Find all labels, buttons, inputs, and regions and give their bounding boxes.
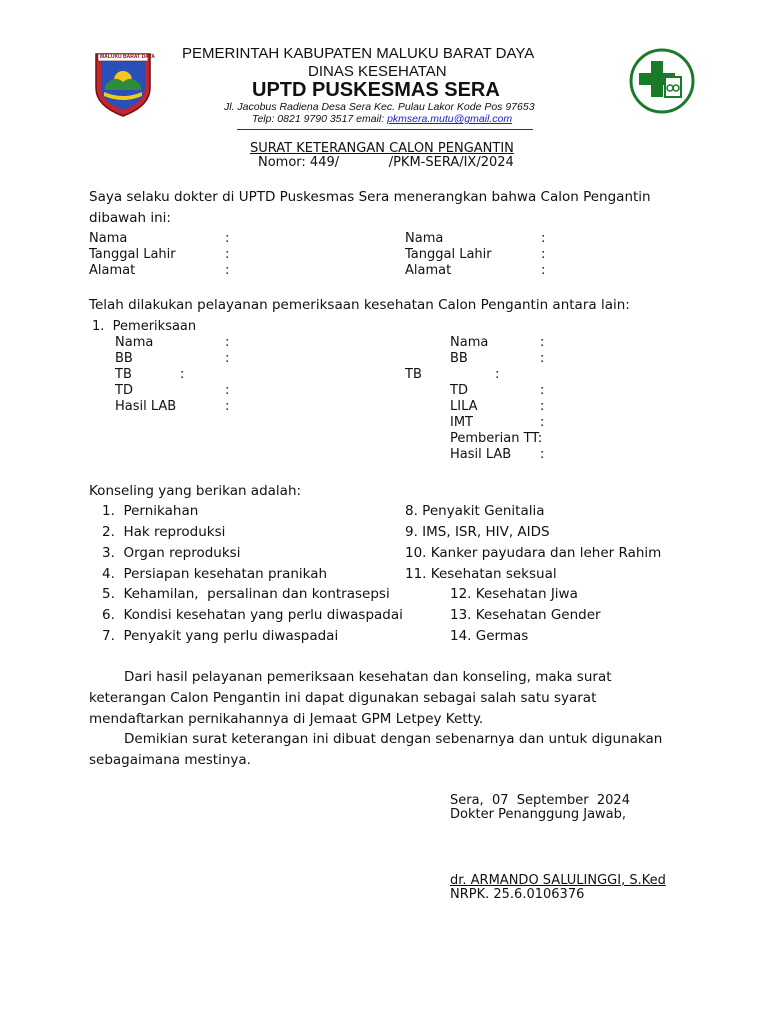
exam-left-label: TD xyxy=(115,383,133,398)
counseling-item: 6. Kondisi kesehatan yang perlu diwaspadai xyxy=(102,607,403,623)
header-divider xyxy=(237,129,533,130)
closing-paragraph-line: Demikian surat keterangan ini dibuat dengan sebenarnya dan untuk digunakan xyxy=(124,731,663,747)
counseling-item: 2. Hak reproduksi xyxy=(102,524,226,540)
identity-colon: : xyxy=(225,263,230,278)
identity-colon: : xyxy=(541,247,546,262)
identity-left-label: Nama xyxy=(89,231,128,246)
identity-colon: : xyxy=(541,263,546,278)
puskesmas-logo xyxy=(629,47,695,115)
identity-colon: : xyxy=(225,247,230,262)
identity-left-label: Alamat xyxy=(89,263,136,278)
letter-title: SURAT KETERANGAN CALON PENGANTIN xyxy=(250,141,514,156)
counseling-item: 5. Kehamilan, persalinan dan kontrasepsi xyxy=(102,586,390,602)
counseling-item: 4. Persiapan kesehatan pranikah xyxy=(102,566,328,582)
header-department: DINAS KESEHATAN xyxy=(308,63,447,80)
exam-colon: : xyxy=(225,335,230,350)
identity-right-label: Tanggal Lahir xyxy=(405,247,492,262)
exam-left-label: BB xyxy=(115,351,133,366)
intro-line-1: Saya selaku dokter di UPTD Puskesmas Sera menerangkan bahwa Calon Pengantin xyxy=(89,189,651,205)
exam-colon: : xyxy=(540,415,545,430)
identity-left-label: Tanggal Lahir xyxy=(89,247,176,262)
identity-colon: : xyxy=(225,231,230,246)
emblem-banner-text: MALUKU BARAT DAYA xyxy=(100,54,155,60)
counseling-item: 12. Kesehatan Jiwa xyxy=(450,586,578,602)
header-email-link[interactable]: pkmsera.mutu@gmail.com xyxy=(387,113,513,125)
exam-right-label: IMT xyxy=(450,415,473,430)
intro-line-2: dibawah ini: xyxy=(89,210,171,226)
counseling-item: 11. Kesehatan seksual xyxy=(405,566,557,582)
signature-nrpk: NRPK. 25.6.0106376 xyxy=(450,887,585,902)
identity-colon: : xyxy=(541,231,546,246)
exam-left-label: Hasil LAB xyxy=(115,399,177,414)
counseling-item: 13. Kesehatan Gender xyxy=(450,607,601,623)
letter-number: Nomor: 449/ /PKM-SERA/IX/2024 xyxy=(258,155,514,170)
identity-right-label: Alamat xyxy=(405,263,452,278)
exam-colon: : xyxy=(540,399,545,414)
counseling-item: 7. Penyakit yang perlu diwaspadai xyxy=(102,628,339,644)
signature-role: Dokter Penanggung Jawab, xyxy=(450,807,627,822)
exam-colon: : xyxy=(540,335,545,350)
exam-left-label: Nama xyxy=(115,335,154,350)
closing-paragraph-line: keterangan Calon Pengantin ini dapat digunakan sebagai salah satu syarat xyxy=(89,690,597,706)
regency-emblem-logo xyxy=(92,48,154,118)
exam-colon: : xyxy=(180,367,185,382)
counseling-item: 9. IMS, ISR, HIV, AIDS xyxy=(405,524,550,540)
header-title: UPTD PUSKESMAS SERA xyxy=(252,79,500,101)
counseling-item: 14. Germas xyxy=(450,628,529,644)
counseling-item: 1. Pernikahan xyxy=(102,503,199,519)
exam-colon: : xyxy=(540,383,545,398)
exam-right-label: Hasil LAB xyxy=(450,447,512,462)
counseling-item: 10. Kanker payudara dan leher Rahim xyxy=(405,545,662,561)
exam-intro: Telah dilakukan pelayanan pemeriksaan kesehatan Calon Pengantin antara lain: xyxy=(89,297,630,313)
exam-right-label: TD xyxy=(450,383,468,398)
exam-colon: : xyxy=(225,351,230,366)
signature-place-date: Sera, 07 September 2024 xyxy=(450,793,630,808)
exam-colon: : xyxy=(540,447,545,462)
exam-right-label: LILA xyxy=(450,399,478,414)
exam-left-label: TB xyxy=(115,367,132,382)
exam-right-label: TB xyxy=(405,367,422,382)
exam-colon: : xyxy=(540,351,545,366)
closing-paragraph-line: mendaftarkan pernikahannya di Jemaat GPM Letpey Ketty. xyxy=(89,711,484,727)
closing-paragraph-line: Dari hasil pelayanan pemeriksaan kesehatan dan konseling, maka surat xyxy=(124,669,612,685)
exam-right-label: BB xyxy=(450,351,468,366)
header-address: Jl. Jacobus Radiena Desa Sera Kec. Pulau Lakor Kode Pos 97653 xyxy=(224,101,535,113)
header-phone: Telp: 0821 9790 3517 email: xyxy=(252,113,388,125)
header-government: PEMERINTAH KABUPATEN MALUKU BARAT DAYA xyxy=(182,45,535,62)
exam-right-label: Nama xyxy=(450,335,489,350)
exam-heading: 1. Pemeriksaan xyxy=(92,319,197,334)
exam-colon: : xyxy=(225,383,230,398)
closing-paragraph-line: sebagaimana mestinya. xyxy=(89,752,251,768)
exam-colon: : xyxy=(225,399,230,414)
counseling-intro: Konseling yang berikan adalah: xyxy=(89,483,302,499)
exam-right-label: Pemberian TT: xyxy=(450,431,543,446)
counseling-item: 8. Penyakit Genitalia xyxy=(405,503,545,519)
counseling-item: 3. Organ reproduksi xyxy=(102,545,241,561)
identity-right-label: Nama xyxy=(405,231,444,246)
exam-colon: : xyxy=(495,367,500,382)
signature-name: dr. ARMANDO SALULINGGI, S.Ked xyxy=(450,873,666,888)
header-contact xyxy=(252,113,512,125)
